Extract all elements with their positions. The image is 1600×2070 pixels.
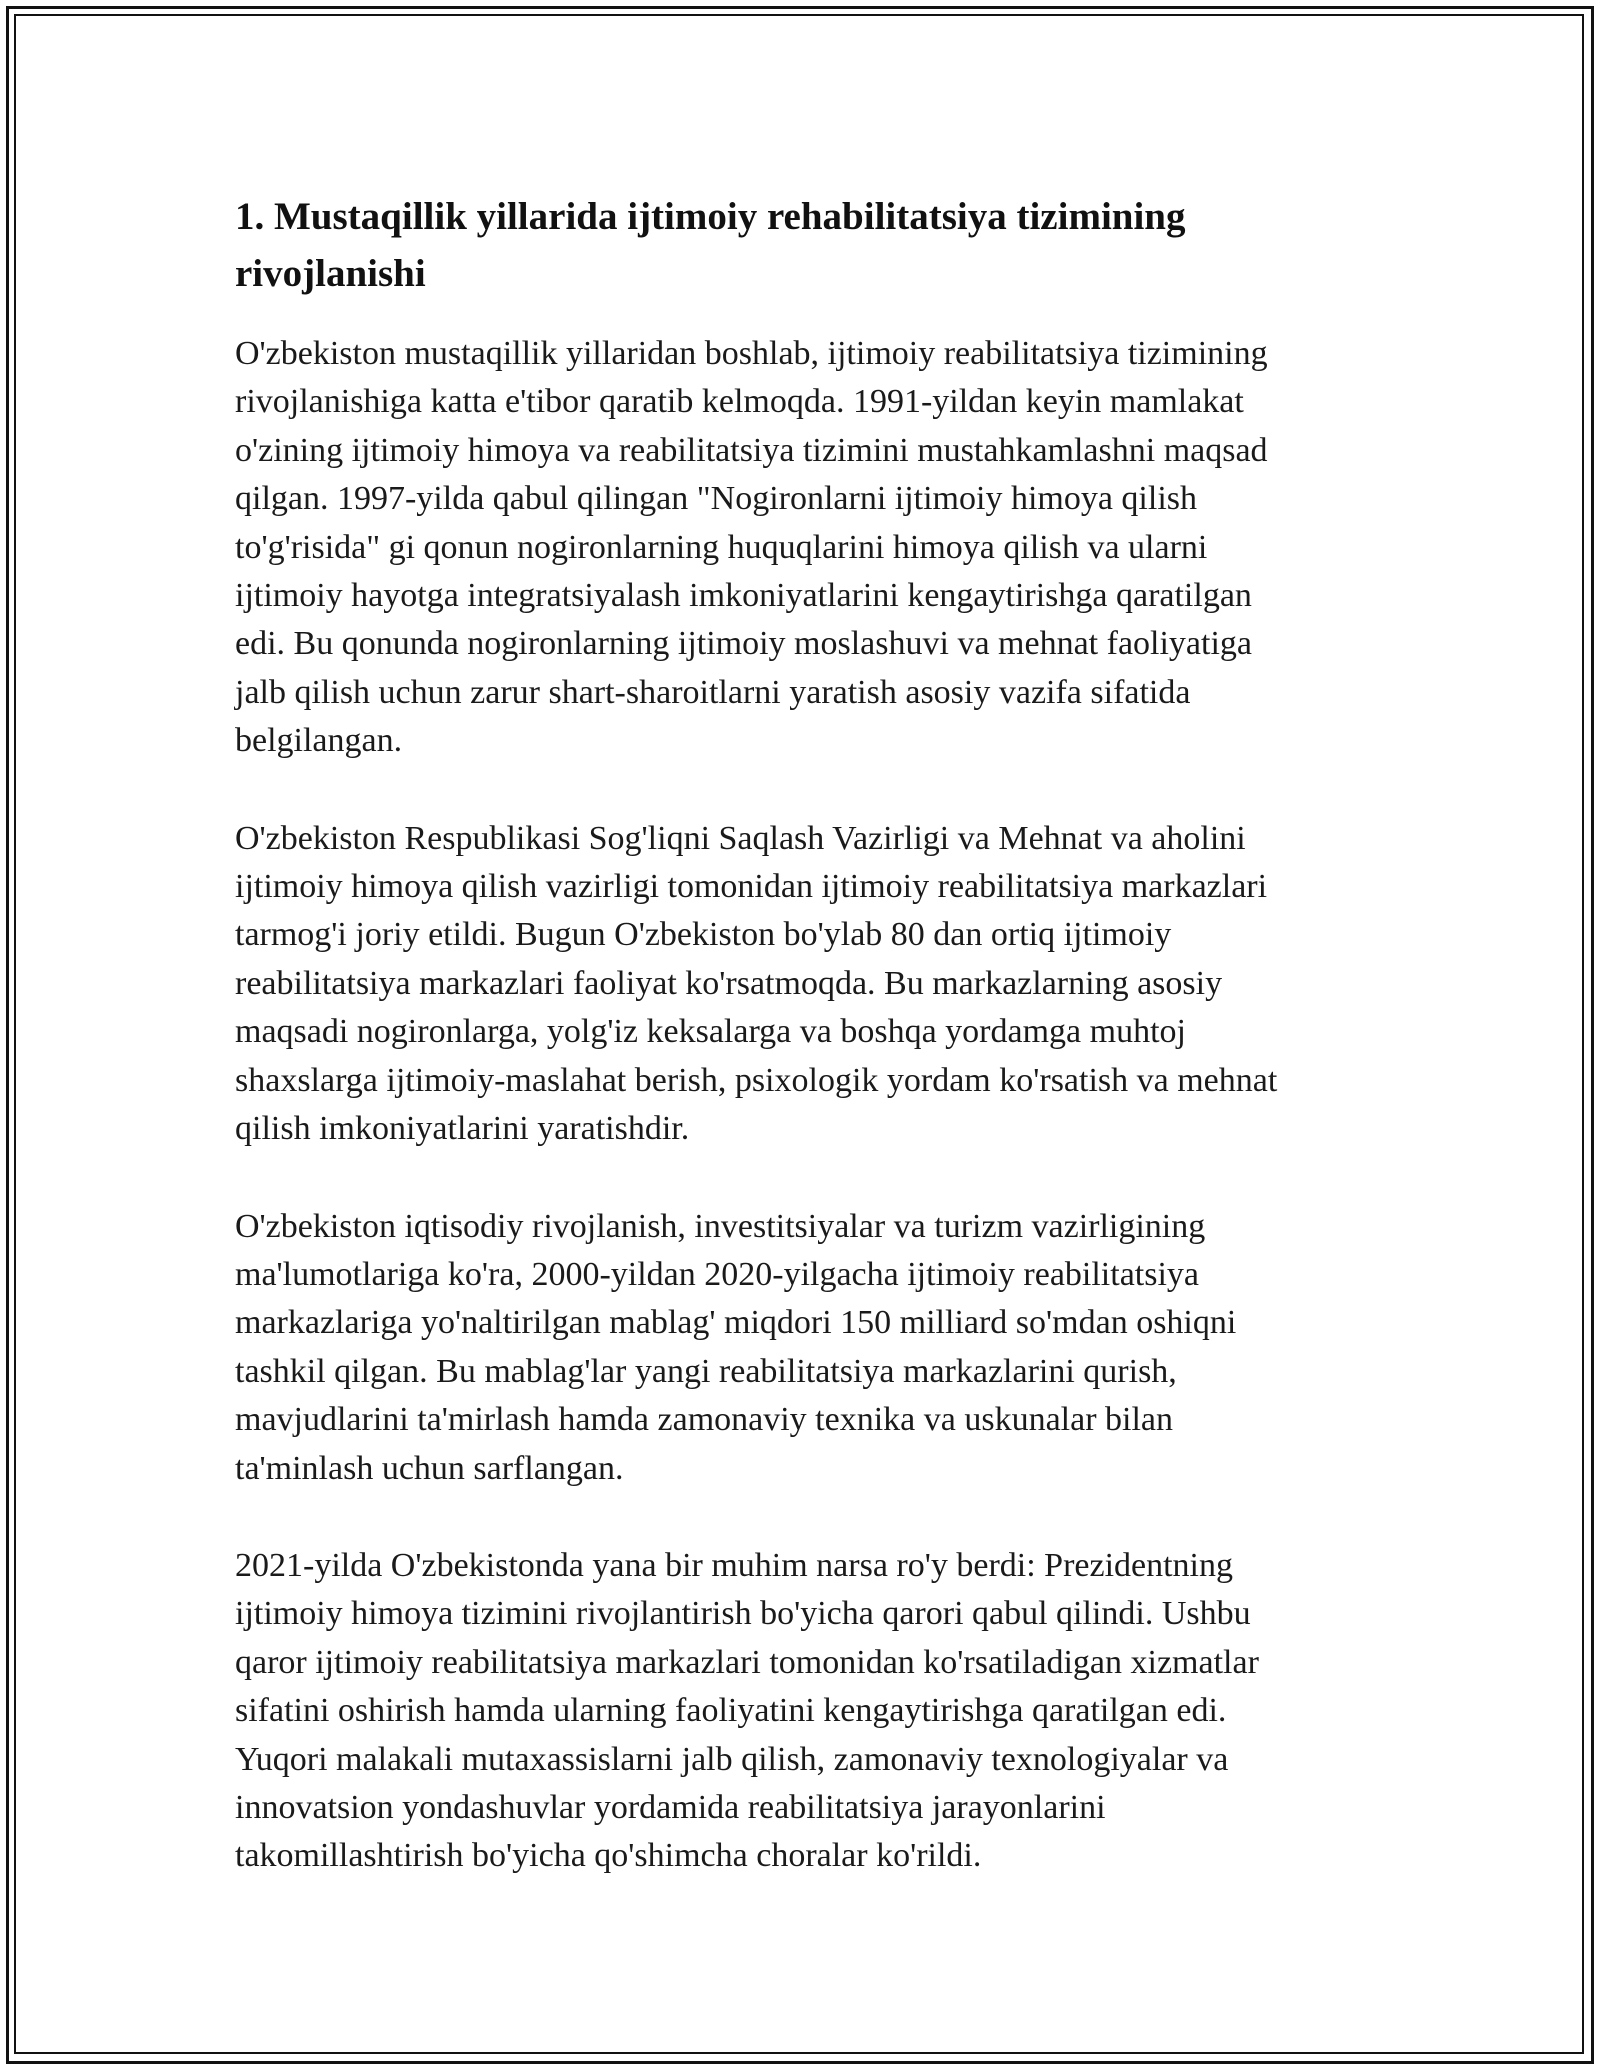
paragraph-2: O'zbekiston Respublikasi Sog'liqni Saqlash Vazirligi va Mehnat va aholini ijtimoiy himoya qilish vazirligi tomonidan ijtimoiy reabilitatsiya markazlari tarmog'i joriy etildi. Bugun O'zbekiston bo'ylab 80 dan ortiq ijtimoiy reabilitatsiya markazlari faoliyat ko'rsatmoqda. Bu markazlarning asosiy maqsadi nogironlarga, yolg'iz keksalarga va boshqa yordamga muhtoj shaxslarga ijtimoiy-maslahat berish, psixologik yordam ko'rsatish va mehnat qilish imkoniyatlarini yaratishdir.: [235, 819, 1278, 1148]
paragraph-4: 2021-yilda O'zbekistonda yana bir muhim narsa ro'y berdi: Prezidentning ijtimoiy himoya tizimini rivojlantirish bo'yicha qarori qabul qilindi. Ushbu qaror ijtimoiy reabilitatsiya markazlari tomonidan ko'rsatiladigan xizmatlar sifatini oshirish hamda ularning faoliyatini kengaytirishga qaratilgan edi. Yuqori malakali mutaxassislarni jalb qilish, zamonaviy texnologiyalar va innovatsion yondashuvlar yordamida reabilitatsiya jarayonlarini takomillashtirish bo'yicha qo'shimcha choralar ko'rildi.: [235, 1546, 1259, 1875]
paragraph-3: O'zbekiston iqtisodiy rivojlanish, investitsiyalar va turizm vazirligining ma'lumotlariga ko'ra, 2000-yildan 2020-yilgacha ijtimoiy reabilitatsiya markazlariga yo'naltirilgan mablag' miqdori 150 milliard so'mdan oshiqni tashkil qilgan. Bu mablag'lar yangi reabilitatsiya markazlarini qurish, mavjudlarini ta'mirlash hamda zamonaviy texnika va uskunalar bilan ta'minlash uchun sarflangan.: [235, 1207, 1237, 1487]
section-heading: 1. Mustaqillik yillarida ijtimoiy rehabilitatsiya tizimining rivojlanishi: [235, 195, 1186, 295]
document-body: [235, 188, 1365, 1930]
paragraph-1: O'zbekiston mustaqillik yillaridan boshlab, ijtimoiy reabilitatsiya tizimining rivojlanishiga katta e'tibor qaratib kelmoqda. 1991-yildan keyin mamlakat o'zining ijtimoiy himoya va reabilitatsiya tizimini mustahkamlashni maqsad qilgan. 1997-yilda qabul qilingan "Nogironlarni ijtimoiy himoya qilish to'g'risida" gi qonun nogironlarning huquqlarini himoya qilish va ularni ijtimoiy hayotga integratsiyalash imkoniyatlarini kengaytirishga qaratilgan edi. Bu qonunda nogironlarning ijtimoiy moslashuvi va mehnat faoliyatiga jalb qilish uchun zarur shart-sharoitlarni yaratish asosiy vazifa sifatida belgilangan.: [235, 335, 1268, 760]
